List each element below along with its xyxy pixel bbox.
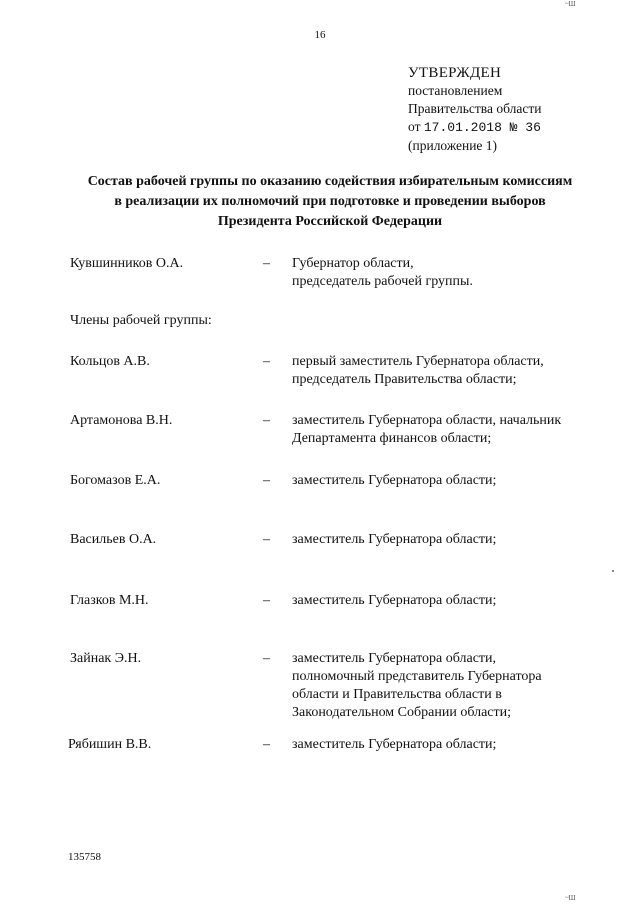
chair-dash: – bbox=[263, 256, 270, 271]
chair-role-line-1: Губернатор области, bbox=[292, 256, 414, 271]
approval-date-stamp: 17.01.2018 № 36 bbox=[423, 120, 541, 135]
members-label: Члены рабочей группы: bbox=[70, 313, 212, 328]
heading-line-3: Президента Российской Федерации bbox=[217, 214, 443, 229]
page-number: 16 bbox=[314, 29, 326, 41]
heading-line-2: в реализации их полномочий при подготовке и проведении выборов bbox=[114, 194, 546, 209]
member-role-line: полномочный представитель Губернатора bbox=[292, 669, 542, 684]
top-corner-mark: ~ Ш bbox=[565, 0, 575, 8]
chair-name: Кувшинников О.А. bbox=[70, 256, 184, 271]
member-role-line: председатель Правительства области; bbox=[292, 372, 517, 387]
member-role bbox=[292, 650, 602, 722]
member-name: Богомазов Е.А. bbox=[70, 473, 161, 488]
member-dash: – bbox=[263, 651, 270, 666]
member-role-line: заместитель Губернатора области, bbox=[292, 651, 497, 666]
member-role-line: заместитель Губернатора области, начальник bbox=[292, 413, 562, 428]
member-role bbox=[292, 472, 602, 490]
member-name: Зайнак Э.Н. bbox=[70, 651, 142, 666]
bottom-corner-mark: ~ Ш bbox=[565, 894, 575, 902]
member-role-line: заместитель Губернатора области; bbox=[292, 473, 497, 488]
member-role-line: Законодательном Собрании области; bbox=[292, 705, 512, 720]
member-name: Артамонова В.Н. bbox=[70, 413, 173, 428]
member-role bbox=[292, 736, 602, 754]
chair-role-line-2: председатель рабочей группы. bbox=[292, 274, 473, 289]
member-role bbox=[292, 412, 602, 448]
scan-speck bbox=[612, 570, 614, 572]
approval-line-1: постановлением bbox=[408, 83, 503, 98]
document-code: 135758 bbox=[68, 851, 101, 863]
member-role-line: первый заместитель Губернатора области, bbox=[292, 354, 544, 369]
approval-line-4: (приложение 1) bbox=[408, 138, 498, 153]
member-role bbox=[292, 592, 602, 610]
member-name: Глазков М.Н. bbox=[70, 593, 149, 608]
approval-block bbox=[408, 64, 541, 155]
approval-title: УТВЕРЖДЕН bbox=[408, 65, 502, 81]
member-role-line: области и Правительства области в bbox=[292, 687, 502, 702]
member-dash: – bbox=[263, 354, 270, 369]
member-role-line: Департамента финансов области; bbox=[292, 431, 492, 446]
member-role bbox=[292, 531, 602, 549]
member-name: Кольцов А.В. bbox=[70, 354, 150, 369]
member-dash: – bbox=[263, 473, 270, 488]
member-role-line: заместитель Губернатора области; bbox=[292, 737, 497, 752]
approval-line-3 bbox=[408, 118, 541, 137]
member-dash: – bbox=[263, 737, 270, 752]
member-role bbox=[292, 353, 602, 389]
chair-role bbox=[292, 255, 602, 291]
approval-line-2: Правительства области bbox=[408, 101, 542, 116]
member-dash: – bbox=[263, 413, 270, 428]
member-dash: – bbox=[263, 593, 270, 608]
member-dash: – bbox=[263, 532, 270, 547]
document-heading bbox=[40, 172, 620, 232]
approval-date-prefix: от bbox=[408, 119, 421, 134]
member-name: Васильев О.А. bbox=[70, 532, 157, 547]
member-role-line: заместитель Губернатора области; bbox=[292, 532, 497, 547]
heading-line-1: Состав рабочей группы по оказанию содействия избирательным комиссиям bbox=[87, 174, 573, 189]
member-role-line: заместитель Губернатора области; bbox=[292, 593, 497, 608]
member-name: Рябишин В.В. bbox=[68, 737, 152, 752]
